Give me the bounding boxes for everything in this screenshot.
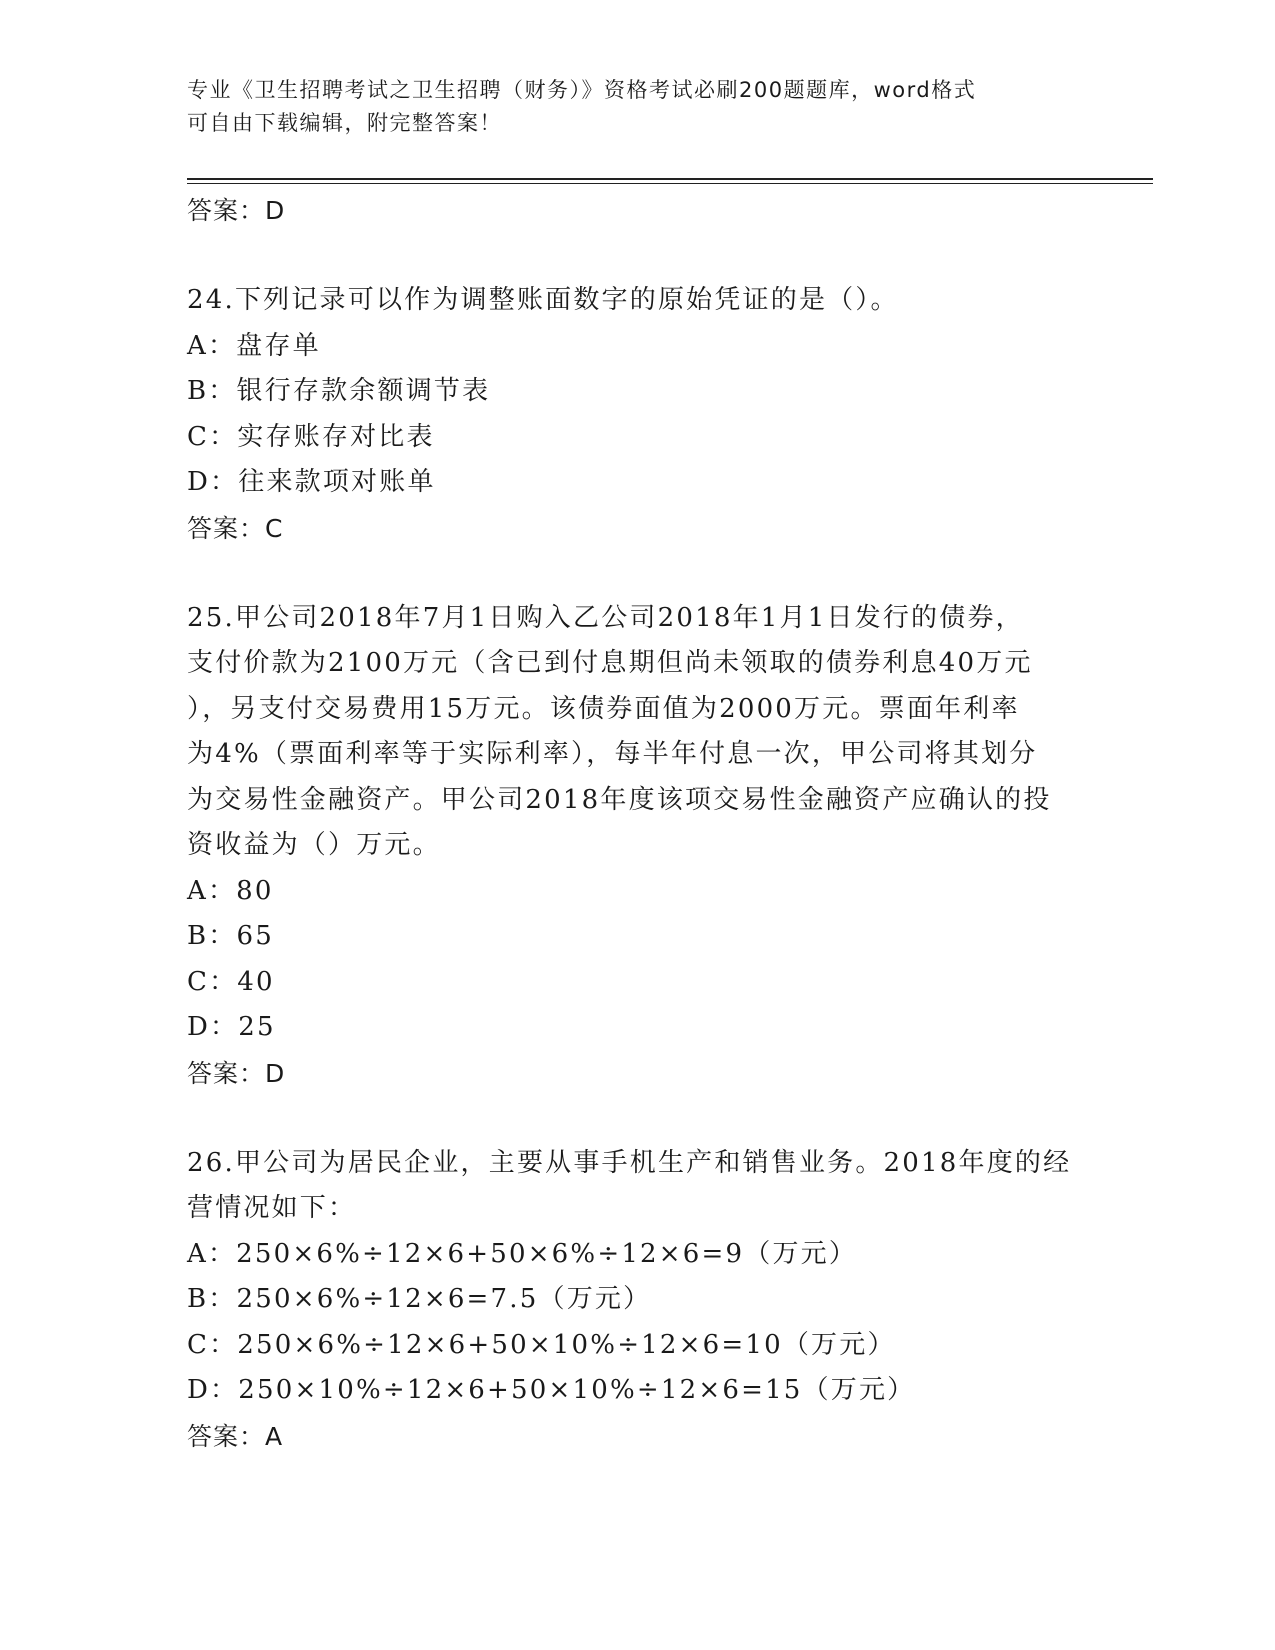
question-25: [187, 596, 1087, 1096]
option-a: A：盘存单: [187, 330, 321, 361]
question-text-line: 资收益为（）万元。: [187, 830, 441, 860]
option-d: D：250×10%÷12×6+50×10%÷12×6=15（万元）: [187, 1375, 916, 1405]
answer-line: 答案：C: [187, 513, 284, 543]
page-header: [187, 74, 1067, 140]
option-c: C：250×6%÷12×6+50×10%÷12×6=10（万元）: [187, 1329, 896, 1360]
option-a: A：80: [187, 875, 274, 906]
option-d: D：往来款项对账单: [187, 467, 436, 497]
answer-line: 答案：D: [187, 1058, 286, 1088]
option-b: B：65: [187, 921, 274, 951]
document-body: [187, 188, 1087, 1459]
question-24: [187, 278, 1087, 551]
question-text-line: 26.甲公司为居民企业，主要从事手机生产和销售业务。2018年度的经: [187, 1147, 1072, 1178]
header-title-line-2: 可自由下载编辑，附完整答案！: [187, 111, 502, 135]
option-c: C：40: [187, 966, 275, 997]
option-d: D：25: [187, 1012, 276, 1042]
answer-line: 答案：D: [187, 196, 286, 225]
header-title-line-1: 专业《卫生招聘考试之卫生招聘（财务）》资格考试必刷200题题库，word格式: [187, 78, 977, 102]
option-a: A：250×6%÷12×6+50×6%÷12×6=9（万元）: [187, 1238, 858, 1269]
question-text-line: 为4%（票面利率等于实际利率），每半年付息一次，甲公司将其划分: [187, 739, 1038, 769]
question-text-line: 支付价款为2100万元（含已到付息期但尚未领取的债券利息40万元: [187, 648, 1033, 678]
answer-line: 答案：A: [187, 1421, 284, 1451]
option-c: C：实存账存对比表: [187, 421, 435, 452]
question-text: 24.下列记录可以作为调整账面数字的原始凭证的是（）。: [187, 285, 899, 315]
question-text-line: ），另支付交易费用15万元。该债券面值为2000万元。票面年利率: [187, 693, 1020, 724]
question-text-line: 25.甲公司2018年7月1日购入乙公司2018年1月1日发行的债券，: [187, 602, 1024, 633]
option-b: B：银行存款余额调节表: [187, 376, 491, 406]
question-26: [187, 1141, 1087, 1459]
question-text-line: 营情况如下：: [187, 1193, 357, 1223]
question-text-line: 为交易性金融资产。甲公司2018年度该项交易性金融资产应确认的投: [187, 784, 1052, 815]
header-divider: [187, 178, 1153, 184]
option-b: B：250×6%÷12×6=7.5（万元）: [187, 1284, 652, 1314]
